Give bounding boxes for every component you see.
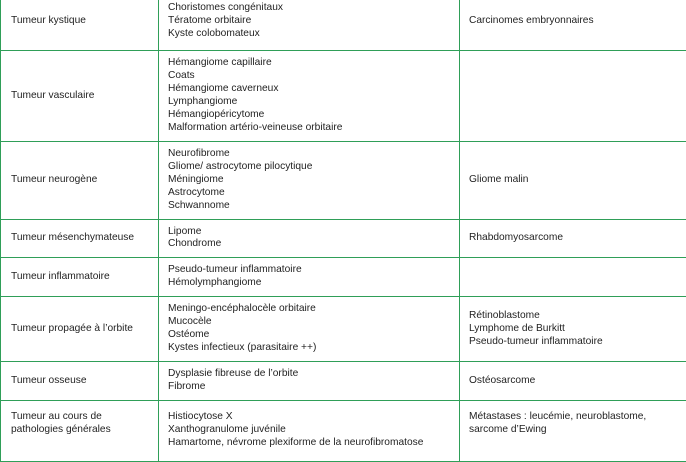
malignant-tumor-item: Lymphome de Burkitt bbox=[469, 323, 685, 336]
tumor-type-label: Tumeur neurogène bbox=[11, 174, 149, 187]
tumor-type-cell bbox=[1, 0, 159, 51]
benign-tumor-item: Meningo-encéphalocèle orbitaire bbox=[168, 303, 450, 316]
malignant-tumor-item: Ostéosarcome bbox=[469, 375, 685, 388]
benign-tumor-item: Hémangiome capillaire bbox=[168, 57, 450, 70]
tumor-type-cell bbox=[1, 51, 159, 142]
tumor-type-label: Tumeur mésenchymateuse bbox=[11, 232, 149, 245]
tumor-type-cell bbox=[1, 297, 159, 362]
malignant-tumors-cell bbox=[460, 362, 686, 401]
benign-tumor-item: Hémangiome caverneux bbox=[168, 83, 450, 96]
benign-tumor-item: Hémangiopéricytome bbox=[168, 109, 450, 122]
benign-tumors-cell bbox=[159, 401, 460, 462]
benign-tumor-item: Gliome/ astrocytome pilocytique bbox=[168, 161, 450, 174]
benign-tumor-item: Schwannome bbox=[168, 200, 450, 213]
malignant-tumor-item: Rétinoblastome bbox=[469, 310, 685, 323]
table-row bbox=[1, 219, 686, 258]
malignant-tumors-cell bbox=[460, 258, 686, 297]
malignant-tumor-item: Carcinomes embryonnaires bbox=[469, 15, 685, 28]
malignant-tumors-cell bbox=[460, 142, 686, 220]
tumor-type-label: Tumeur osseuse bbox=[11, 375, 149, 388]
tumor-type-label-line: Tumeur au cours de bbox=[11, 411, 149, 424]
malignant-tumor-item: Pseudo-tumeur inflammatoire bbox=[469, 336, 685, 349]
table-row bbox=[1, 401, 686, 462]
benign-tumor-item: Tératome orbitaire bbox=[168, 15, 450, 28]
tumor-type-label-line: pathologies générales bbox=[11, 424, 149, 437]
malignant-tumors-cell bbox=[460, 51, 686, 142]
table-body bbox=[1, 0, 686, 462]
benign-tumor-item: Kyste colobomateux bbox=[168, 28, 450, 41]
tumor-type-cell bbox=[1, 362, 159, 401]
malignant-tumor-item: Métastases : leucémie, neuroblastome, bbox=[469, 411, 685, 424]
benign-tumor-item: Astrocytome bbox=[168, 187, 450, 200]
benign-tumor-item: Hémolymphangiome bbox=[168, 277, 450, 290]
table-row bbox=[1, 258, 686, 297]
table-row bbox=[1, 297, 686, 362]
benign-tumor-item: Kystes infectieux (parasitaire ++) bbox=[168, 342, 450, 355]
malignant-tumors-cell bbox=[460, 0, 686, 51]
benign-tumors-cell bbox=[159, 142, 460, 220]
benign-tumor-item: Malformation artério-veineuse orbitaire bbox=[168, 122, 450, 135]
tumor-type-label: Tumeur vasculaire bbox=[11, 90, 149, 103]
malignant-tumors-cell bbox=[460, 401, 686, 462]
benign-tumor-item: Ostéome bbox=[168, 329, 450, 342]
malignant-tumors-cell bbox=[460, 297, 686, 362]
tumor-type-label: Tumeur kystique bbox=[11, 15, 149, 28]
benign-tumor-item: Fibrome bbox=[168, 381, 450, 394]
benign-tumor-item: Dysplasie fibreuse de l’orbite bbox=[168, 368, 450, 381]
benign-tumor-item: Mucocèle bbox=[168, 316, 450, 329]
table-row bbox=[1, 362, 686, 401]
benign-tumor-item: Chondrome bbox=[168, 238, 450, 251]
malignant-tumors-cell bbox=[460, 219, 686, 258]
benign-tumors-cell bbox=[159, 51, 460, 142]
benign-tumor-item: Choristomes congénitaux bbox=[168, 2, 450, 15]
tumor-type-cell bbox=[1, 258, 159, 297]
benign-tumor-item: Hamartome, névrome plexiforme de la neurofibromatose bbox=[168, 437, 450, 450]
table-row bbox=[1, 0, 686, 51]
benign-tumors-cell bbox=[159, 219, 460, 258]
malignant-tumor-item: sarcome d’Ewing bbox=[469, 424, 685, 437]
malignant-tumor-item: Rhabdomyosarcome bbox=[469, 232, 685, 245]
table-row bbox=[1, 51, 686, 142]
benign-tumor-item: Méningiome bbox=[168, 174, 450, 187]
table-row bbox=[1, 142, 686, 220]
tumor-type-cell bbox=[1, 219, 159, 258]
tumor-type-cell bbox=[1, 401, 159, 462]
tumor-type-cell bbox=[1, 142, 159, 220]
tumor-type-label: Tumeur propagée à l’orbite bbox=[11, 323, 149, 336]
benign-tumor-item: Pseudo-tumeur inflammatoire bbox=[168, 264, 450, 277]
benign-tumor-item: Lipome bbox=[168, 226, 450, 239]
benign-tumors-cell bbox=[159, 362, 460, 401]
benign-tumors-cell bbox=[159, 0, 460, 51]
benign-tumors-cell bbox=[159, 297, 460, 362]
benign-tumor-item: Coats bbox=[168, 70, 450, 83]
tumor-type-label: Tumeur inflammatoire bbox=[11, 271, 149, 284]
malignant-tumor-item: Gliome malin bbox=[469, 174, 685, 187]
benign-tumor-item: Lymphangiome bbox=[168, 96, 450, 109]
benign-tumor-item: Xanthogranulome juvénile bbox=[168, 424, 450, 437]
benign-tumor-item: Histiocytose X bbox=[168, 411, 450, 424]
benign-tumor-item: Neurofibrome bbox=[168, 148, 450, 161]
benign-tumors-cell bbox=[159, 258, 460, 297]
